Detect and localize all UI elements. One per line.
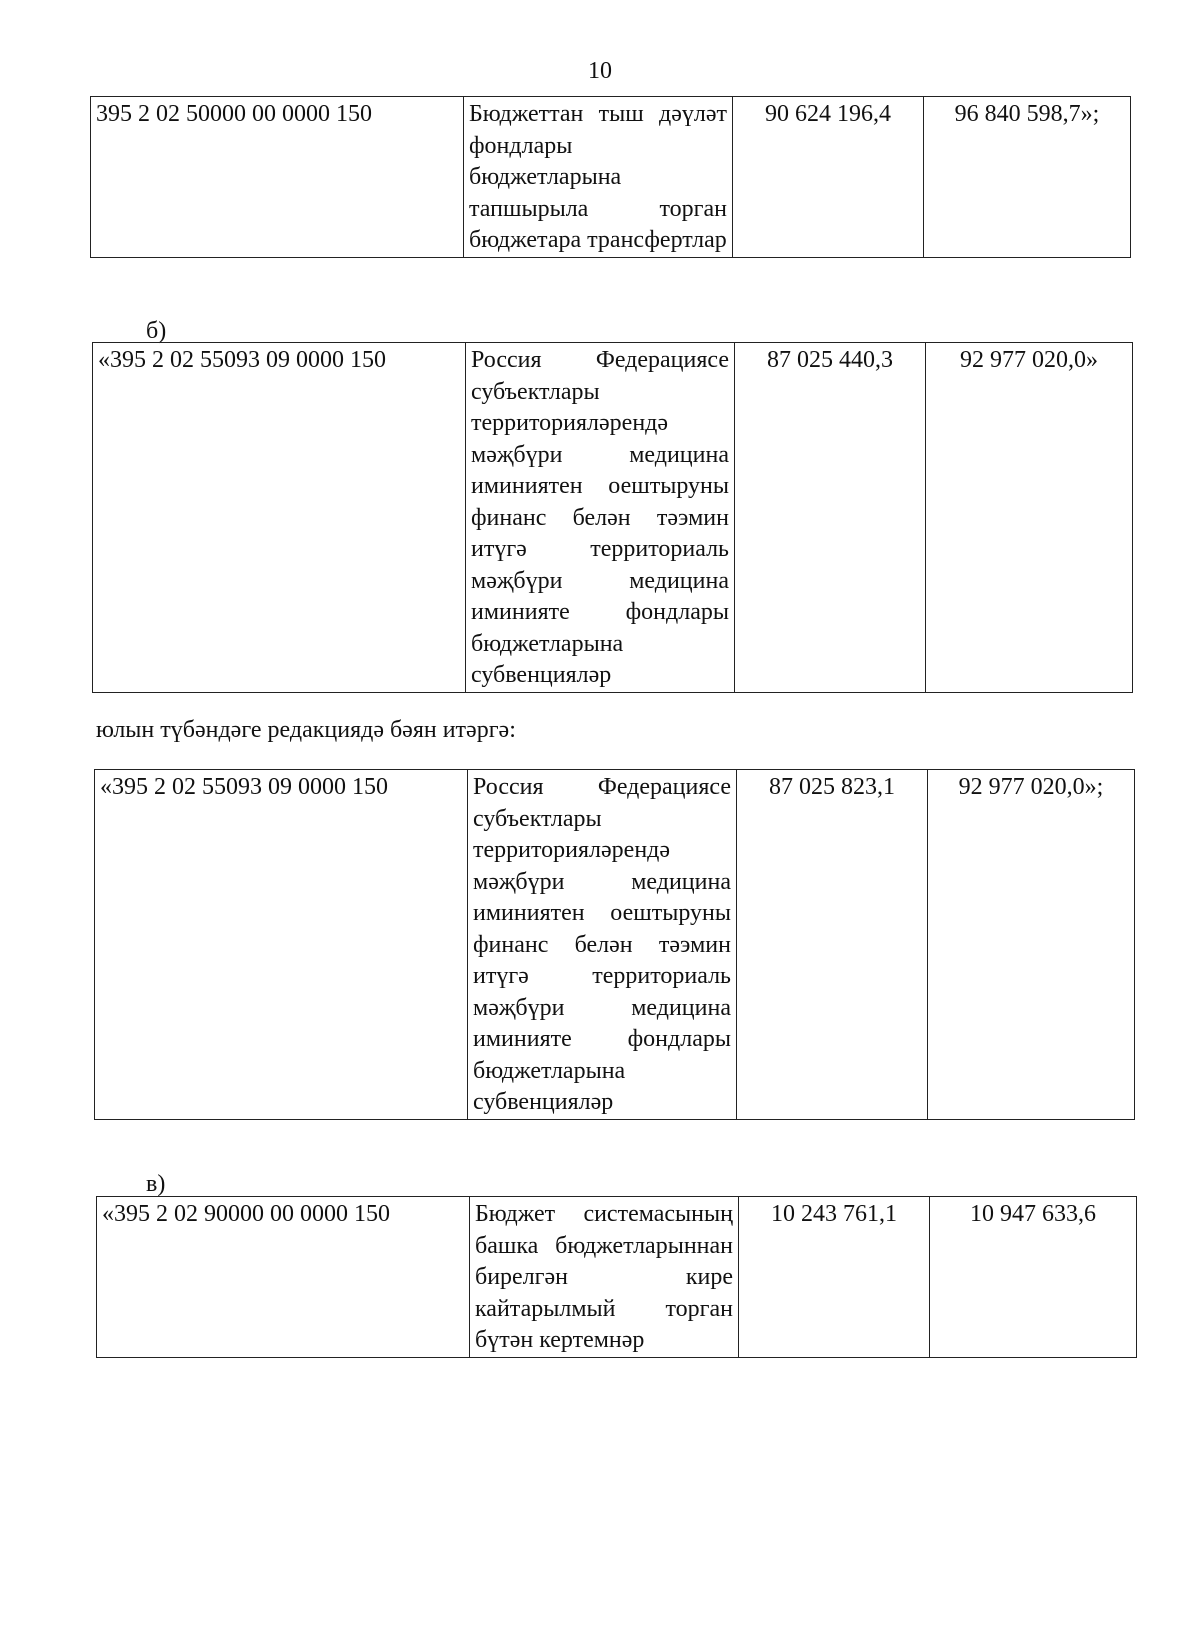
table-row-4: [96, 1196, 1137, 1358]
budget-name-cell: Бюджет системасының башка бюджетларыннан бирелгән кире кайтарылмый торган бүтән кертемнәр: [470, 1197, 739, 1358]
amount-year1-cell: 90 624 196,4: [733, 97, 924, 258]
table-row-2: [92, 342, 1133, 693]
amount-year2-cell: 92 977 020,0»;: [928, 770, 1135, 1120]
budget-code-cell: «395 2 02 55093 09 0000 150: [95, 770, 468, 1120]
table-row-3: [94, 769, 1135, 1120]
budget-name-cell: Россия Федерациясе субъектлары территорияләрендә мәҗбүри медицина иминиятен оештыруны финанс белән тәэмин итүгә территориаль мәҗбүри медицина иминияте фондлары бюджетларына субвенцияләр: [468, 770, 737, 1120]
amount-year1-cell: 87 025 823,1: [737, 770, 928, 1120]
amount-year2-cell: 96 840 598,7»;: [924, 97, 1131, 258]
amount-year2-cell: 92 977 020,0»: [926, 343, 1133, 693]
budget-code-cell: «395 2 02 90000 00 0000 150: [97, 1197, 470, 1358]
table-row-1: [90, 96, 1131, 258]
section-label-v: в): [146, 1171, 166, 1197]
amount-year1-cell: 87 025 440,3: [735, 343, 926, 693]
section-label-b: б): [146, 318, 167, 344]
budget-code-cell: 395 2 02 50000 00 0000 150: [91, 97, 464, 258]
amount-year1-cell: 10 243 761,1: [739, 1197, 930, 1358]
budget-name-cell: Бюджеттан тыш дәүләт фондлары бюджетларына тапшырыла торган бюджетара трансфертлар: [464, 97, 733, 258]
budget-code-cell: «395 2 02 55093 09 0000 150: [93, 343, 466, 693]
page-number: 10: [588, 58, 612, 84]
amount-year2-cell: 10 947 633,6: [930, 1197, 1137, 1358]
instruction-text: юлын түбәндәге редакциядә бәян итәргә:: [96, 717, 516, 743]
budget-name-cell: Россия Федерациясе субъектлары территорияләрендә мәҗбүри медицина иминиятен оештыруны финанс белән тәэмин итүгә территориаль мәҗбүри медицина иминияте фондлары бюджетларына субвенцияләр: [466, 343, 735, 693]
